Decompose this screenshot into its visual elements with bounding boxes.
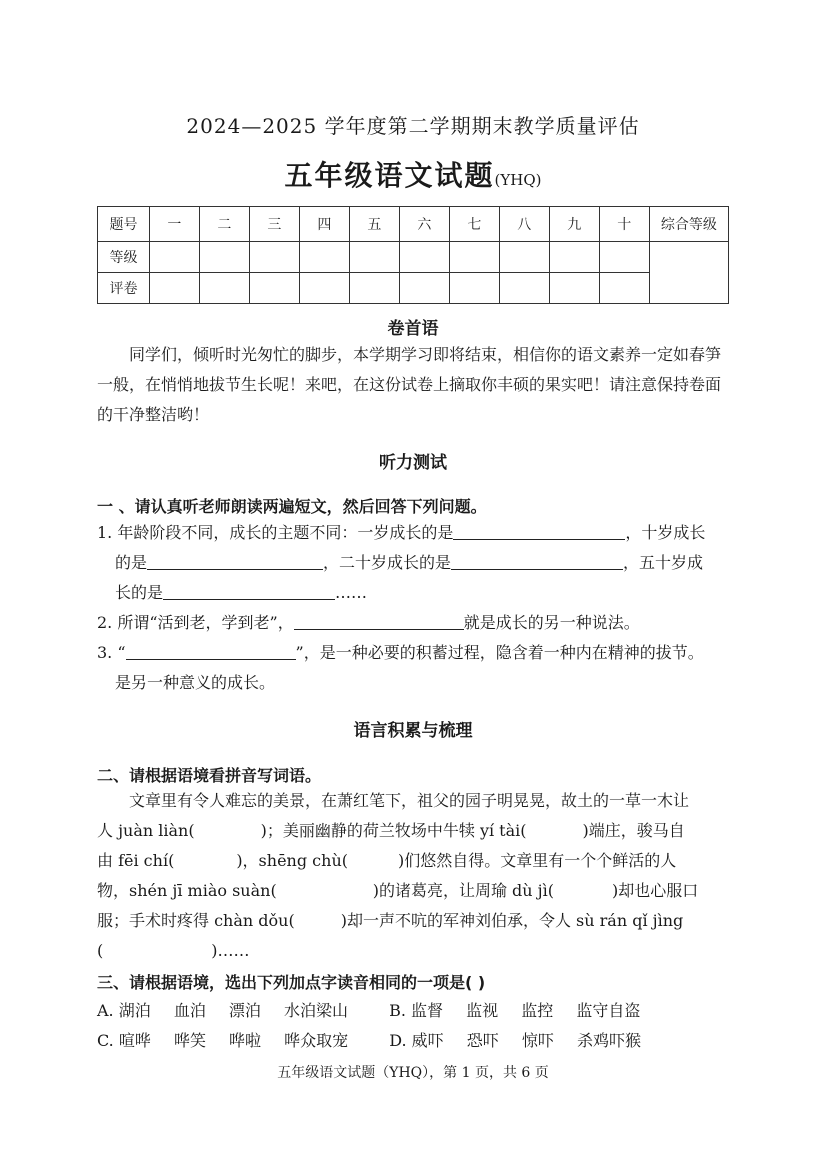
question-1-title: 一 、请认真听老师朗读两遍短文，然后回答下列问题。 [97, 497, 487, 516]
q1-text: 3. “ [97, 643, 126, 662]
page-footer: 五年级语文试题（YHQ），第 1 页，共 6 页 [277, 1065, 549, 1081]
option-word [119, 1026, 169, 1056]
option-word [119, 996, 169, 1026]
q2-text: 服；手术时疼得 chàn dǒu( [97, 911, 295, 930]
reviewer-cell[interactable] [349, 273, 399, 304]
q1-line-2 [115, 548, 749, 578]
table-header-cell: 十 [599, 207, 649, 242]
option-word [412, 1026, 462, 1056]
option-word [522, 1026, 572, 1056]
q2-text: )却也心服口 [612, 881, 699, 900]
option-c-label: C. [97, 1031, 114, 1050]
word-text: 血泊 [173, 1001, 206, 1020]
option-word [284, 1026, 384, 1056]
q1-text: ，二十岁成长的是 [323, 553, 452, 572]
reviewer-cell[interactable] [149, 273, 199, 304]
option-word [229, 1026, 279, 1056]
word-text: 监视 [466, 1001, 499, 1020]
reviewer-cell[interactable] [499, 273, 549, 304]
table-header-cell: 四 [299, 207, 349, 242]
row-label-grade: 等级 [98, 242, 150, 273]
row-label-reviewer: 评卷 [98, 273, 150, 304]
reviewer-cell[interactable] [199, 273, 249, 304]
q1-text: 长的是 [115, 583, 164, 602]
table-header-cell: 七 [449, 207, 499, 242]
word-text: 湖泊 [118, 1001, 151, 1020]
option-word [284, 996, 384, 1026]
option-word [577, 1026, 657, 1056]
score-table-row [98, 242, 729, 273]
language-heading: 语言积累与梳理 [353, 721, 473, 741]
option-word [467, 1026, 517, 1056]
q1-text: 就是成长的另一种说法。 [463, 613, 640, 632]
reviewer-cell[interactable] [599, 273, 649, 304]
grade-cell[interactable] [199, 242, 249, 273]
q1-text: ，五十岁成 [623, 553, 704, 572]
grade-cell[interactable] [299, 242, 349, 273]
word-text: 喧哗 [118, 1031, 151, 1050]
grade-cell[interactable] [399, 242, 449, 273]
q3-options-row-2[interactable] [97, 1026, 731, 1056]
q1-item-2 [97, 608, 731, 638]
word-text: 监督 [411, 1001, 444, 1020]
grade-cell[interactable] [549, 242, 599, 273]
option-b-label: B. [389, 1001, 406, 1020]
exam-code: (YHQ) [494, 171, 542, 189]
q2-text: )端庄，骏马自 [582, 821, 685, 840]
option-word [411, 996, 461, 1026]
table-header-cell: 一 [149, 207, 199, 242]
score-table [97, 206, 729, 304]
word-text: 水泊梁山 [284, 1001, 349, 1020]
main-title-text: 五年级语文试题 [284, 159, 495, 192]
q1-text: ，十岁成长 [625, 523, 706, 542]
word-text: 漂泊 [228, 1001, 261, 1020]
listening-heading: 听力测试 [379, 453, 447, 473]
reviewer-cell[interactable] [399, 273, 449, 304]
word-text: 哗笑 [173, 1031, 206, 1050]
q1-text: …… [335, 583, 368, 602]
answer-blank[interactable] [147, 551, 323, 570]
q2-text: )们悠然自得。文章里有一个个鲜活的人 [398, 851, 677, 870]
score-table-header-row [98, 207, 729, 242]
q2-line-6 [97, 936, 731, 966]
q1-text: ”，是一种必要的积蓄过程，隐含着一种内在精神的拔节。 [295, 643, 704, 662]
reviewer-cell[interactable] [299, 273, 349, 304]
grade-cell[interactable] [449, 242, 499, 273]
q2-text: )…… [211, 941, 250, 960]
reviewer-cell[interactable] [549, 273, 599, 304]
q1-item-3 [97, 638, 731, 668]
table-header-cell: 九 [549, 207, 599, 242]
overall-grade-cell[interactable] [649, 242, 728, 304]
grade-cell[interactable] [499, 242, 549, 273]
reviewer-cell[interactable] [449, 273, 499, 304]
preface-text: 同学们，倾听时光匆忙的脚步，本学期学习即将结束，相信你的语文素养一定如春笋一般，在悄悄地拔节生长呢！来吧，在这份试卷上摘取你丰硕的果实吧！请注意保持卷面的干净整洁哟！ [97, 345, 722, 424]
option-word [521, 996, 571, 1026]
word-text: 恐吓 [466, 1031, 499, 1050]
q2-text: 物，shén jī miào suàn( [97, 881, 277, 900]
preface-heading: 卷首语 [387, 319, 439, 339]
table-header-cell: 五 [349, 207, 399, 242]
q2-text: )却一声不吭的军神刘伯承，令人 sù rán qǐ jìng [340, 911, 684, 930]
word-text: 杀鸡吓猴 [576, 1031, 641, 1050]
q1-text: 1. 年龄阶段不同，成长的主题不同：一岁成长的是 [97, 523, 454, 542]
q2-text: 由 fēi chí( [97, 851, 175, 870]
word-text: 监控 [521, 1001, 554, 1020]
answer-blank[interactable] [451, 551, 623, 570]
word-text: 惊吓 [521, 1031, 554, 1050]
word-text: 哗啦 [229, 1031, 262, 1050]
q1-line-1 [97, 518, 731, 548]
answer-blank[interactable] [126, 641, 296, 660]
answer-blank[interactable] [453, 521, 625, 540]
word-text: 哗众取宠 [284, 1031, 349, 1050]
word-text: 威吓 [411, 1031, 444, 1050]
table-header-cell: 三 [249, 207, 299, 242]
answer-blank[interactable] [163, 581, 335, 600]
option-word [576, 996, 656, 1026]
q1-line-3 [115, 578, 749, 608]
exam-header-title: 2024—2025 学年度第二学期期末教学质量评估 [186, 114, 640, 138]
table-header-cell: 二 [199, 207, 249, 242]
score-table-row [98, 273, 729, 304]
word-text: 监守自盗 [576, 1001, 641, 1020]
q2-line-4 [97, 876, 731, 906]
q1-text: 2. 所谓“活到老，学到老”， [97, 613, 294, 632]
q2-text: )，shēng chù( [236, 851, 348, 870]
q2-line-2 [97, 816, 731, 846]
option-d-label: D. [389, 1031, 407, 1050]
option-a-label: A. [97, 1001, 114, 1020]
q2-text: )；美丽幽静的荷兰牧场中牛犊 yí tài( [260, 821, 527, 840]
exam-main-title [0, 154, 826, 194]
q1-item-3-cont: 是另一种意义的成长。 [115, 673, 276, 692]
option-word [174, 1026, 224, 1056]
question-3-title: 三、请根据语境，选出下列加点字读音相同的一项是( ) [97, 973, 486, 992]
question-2-title: 二、请根据语境看拼音写词语。 [97, 766, 322, 785]
table-header-cell: 综合等级 [649, 207, 728, 242]
grade-cell[interactable] [349, 242, 399, 273]
table-header-cell: 题号 [98, 207, 150, 242]
q2-text: ( [97, 941, 104, 960]
grade-cell[interactable] [249, 242, 299, 273]
option-word [174, 996, 224, 1026]
q2-text: )的诸葛亮，让周瑜 dù jì( [372, 881, 554, 900]
table-header-cell: 六 [399, 207, 449, 242]
grade-cell[interactable] [599, 242, 649, 273]
table-header-cell: 八 [499, 207, 549, 242]
reviewer-cell[interactable] [249, 273, 299, 304]
grade-cell[interactable] [149, 242, 199, 273]
option-word [466, 996, 516, 1026]
q2-line-5 [97, 906, 731, 936]
q2-text: 人 juàn liàn( [97, 821, 195, 840]
q2-line-1: 文章里有令人难忘的美景，在萧红笔下，祖父的园子明晃晃，故土的一草一木让 [129, 791, 690, 810]
q3-options-row-1[interactable] [97, 996, 731, 1026]
q1-text: 的是 [115, 553, 148, 572]
answer-blank[interactable] [294, 611, 464, 630]
option-word [229, 996, 279, 1026]
q2-line-3 [97, 846, 731, 876]
